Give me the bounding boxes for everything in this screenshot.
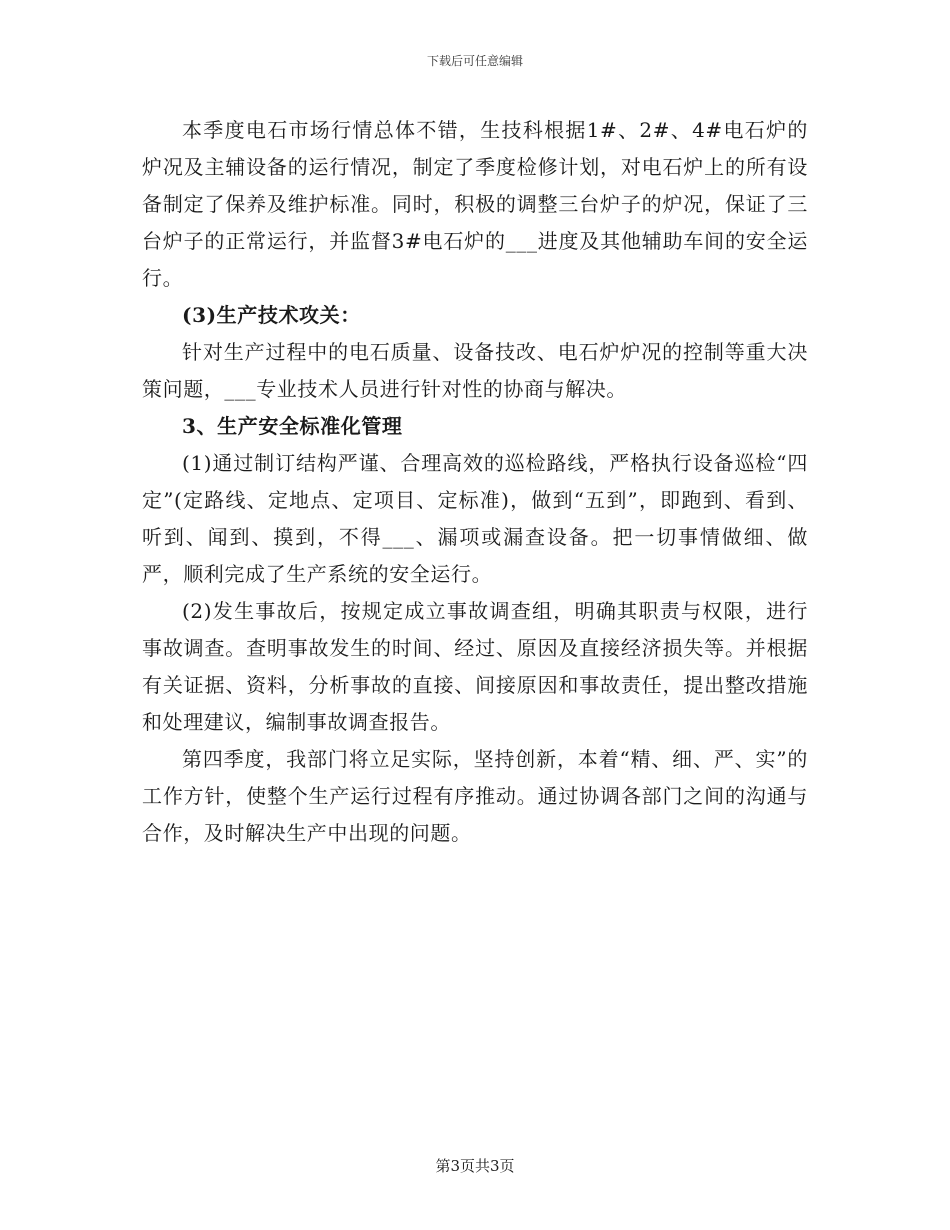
section-heading-safety: 3、生产安全标准化管理 [182,414,403,438]
paragraph-plan: 第四季度，我部门将立足实际，坚持创新，本着“精、细、严、实”的工作方针，使整个生产运行过程有序推动。通过协调各部门之间的沟通与合作，及时解决生产中出现的问题。 [142,747,808,845]
document-body [142,112,808,852]
section-heading-tech: (3)生产技术攻关： [182,303,361,327]
page-number: 第3页共3页 [435,1157,515,1175]
paragraph-tech: 针对生产过程中的电石质量、设备技改、电石炉炉况的控制等重大决策问题，___专业技术人员进行针对性的协商与解决。 [142,340,808,401]
paragraph-inspection: (1)通过制订结构严谨、合理高效的巡检路线，严格执行设备巡检“四定”(定路线、定地点、定项目、定标准)，做到“五到”，即跑到、看到、听到、闻到、摸到，不得___、漏项或漏查设备。把一切事情做细、做严，顺利完成了生产系统的安全运行。 [142,451,808,586]
paragraph-accident: (2)发生事故后，按规定成立事故调查组，明确其职责与权限，进行事故调查。查明事故发生的时间、经过、原因及直接经济损失等。并根据有关证据、资料，分析事故的直接、间接原因和事故责任，提出整改措施和处理建议，编制事故调查报告。 [142,599,808,734]
page-header: 下载后可任意编辑 [426,54,523,68]
paragraph-review: 本季度电石市场行情总体不错，生技科根据1#、2#、4#电石炉的炉况及主辅设备的运行情况，制定了季度检修计划，对电石炉上的所有设备制定了保养及维护标准。同时，积极的调整三台炉子的炉况，保证了三台炉子的正常运行，并监督3#电石炉的___进度及其他辅助车间的安全运行。 [142,118,808,290]
